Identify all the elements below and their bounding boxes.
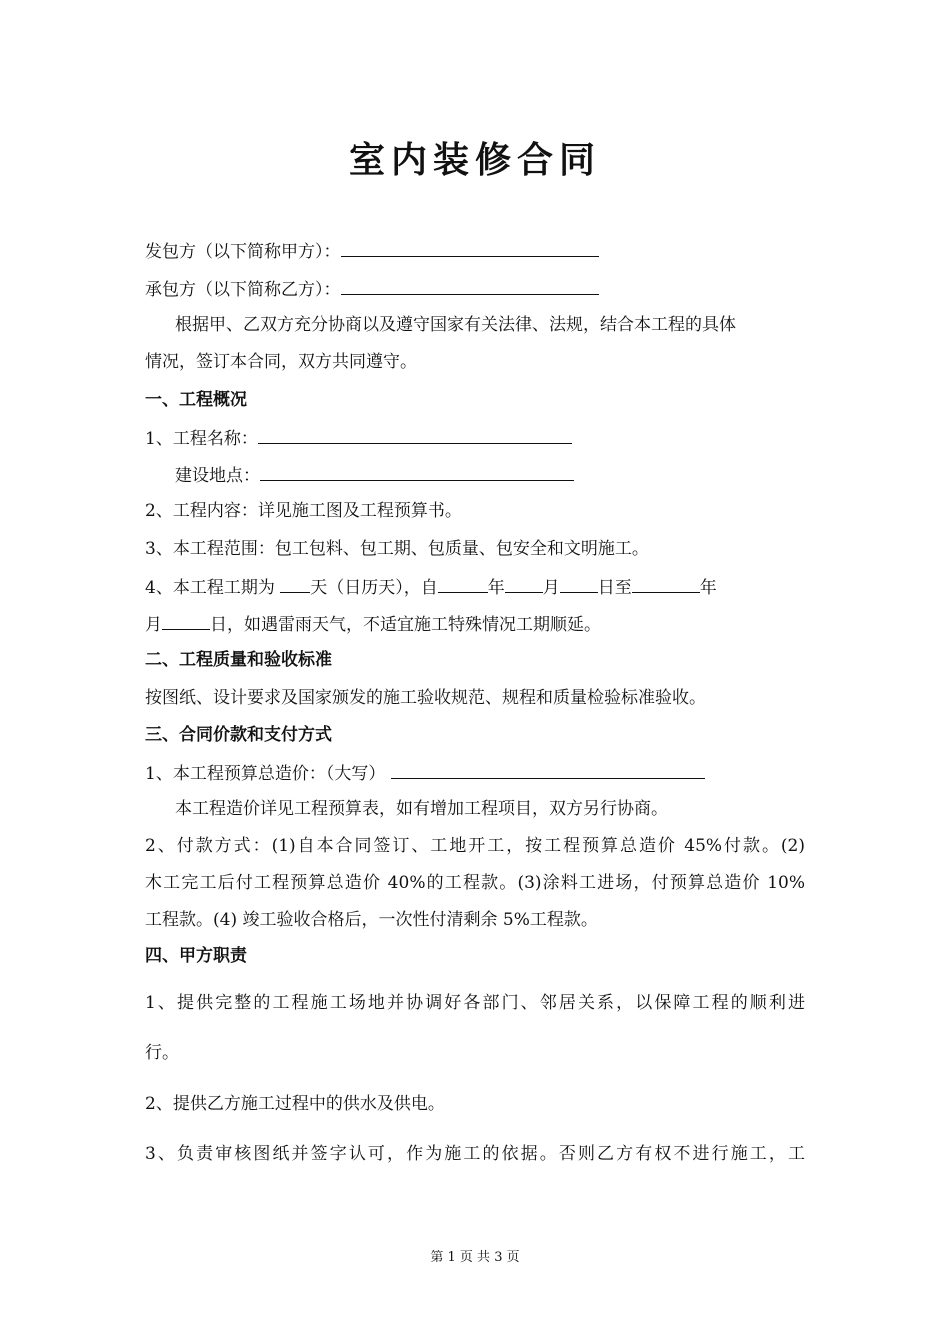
period-text-c: 年 (487, 578, 505, 598)
party-b-blank (341, 276, 599, 295)
party-a-label: 发包方（以下简称甲方）： (145, 242, 341, 262)
section-1-heading: 一、工程概况 (145, 390, 247, 410)
quality-standard-line: 按图纸、设计要求及国家颁发的施工验收规范、规程和质量检验标准验收。 (145, 688, 706, 708)
period-text-e: 日至 (597, 578, 632, 598)
project-content-line: 2、工程内容：详见施工图及工程预算书。 (145, 501, 462, 521)
page-footer: 第 1 页 共 3 页 (430, 1250, 520, 1265)
duty-2-line: 2、提供乙方施工过程中的供水及供电。 (145, 1094, 445, 1114)
project-scope-line: 3、本工程范围：包工包料、包工期、包质量、包安全和文明施工。 (145, 539, 649, 559)
period-text-h: 日，如遇雷雨天气，不适宜施工特殊情况工期顺延。 (210, 615, 601, 635)
duty-3-line: 3、负责审核图纸并签字认可，作为施工的依据。否则乙方有权不进行施工，工 (145, 1144, 805, 1164)
total-price-label: 1、本工程预算总造价：（大写） (145, 764, 386, 784)
project-name-line (145, 425, 572, 451)
payment-line-2: 木工完工后付工程预算总造价 40%的工程款。(3)涂料工进场，付预算总造价 10% (145, 873, 805, 893)
end-month-blank (162, 611, 210, 630)
start-month-blank (505, 574, 543, 593)
intro-line-2: 情况，签订本合同，双方共同遵守。 (145, 352, 417, 372)
price-note-line: 本工程造价详见工程预算表，如有增加工程项目，双方另行协商。 (175, 799, 668, 819)
project-period-line (145, 574, 717, 600)
period-text-d: 月 (542, 578, 560, 598)
party-b-line (145, 276, 599, 302)
document-title: 室内装修合同 (348, 139, 601, 181)
site-location-line (175, 462, 574, 488)
party-a-blank (341, 238, 599, 257)
site-location-blank (260, 462, 574, 481)
start-year-blank (438, 574, 488, 593)
project-period-line-2 (145, 611, 601, 637)
total-price-blank (391, 760, 705, 779)
end-year-blank (632, 574, 700, 593)
section-2-heading: 二、工程质量和验收标准 (145, 650, 332, 670)
period-days-blank (280, 574, 310, 593)
payment-line-3: 工程款。(4) 竣工验收合格后，一次性付清剩余 5%工程款。 (145, 910, 598, 930)
project-name-label: 1、工程名称： (145, 429, 258, 449)
start-day-blank (560, 574, 598, 593)
section-4-heading: 四、甲方职责 (145, 946, 247, 966)
period-text-a: 4、本工程工期为 (145, 578, 275, 598)
section-3-heading: 三、合同价款和支付方式 (145, 725, 332, 745)
period-text-f: 年 (699, 578, 717, 598)
period-text-b: 天（日历天），自 (310, 578, 438, 598)
site-location-label: 建设地点： (175, 466, 260, 486)
payment-line-1: 2、付款方式：(1)自本合同签订、工地开工，按工程预算总造价 45%付款。(2) (145, 836, 805, 856)
project-name-blank (258, 425, 572, 444)
intro-line-1: 根据甲、乙双方充分协商以及遵守国家有关法律、法规，结合本工程的具体 (175, 315, 736, 335)
period-text-g: 月 (145, 615, 162, 635)
total-price-line (145, 760, 705, 786)
duty-1-line-1: 1、提供完整的工程施工场地并协调好各部门、邻居关系，以保障工程的顺利进 (145, 993, 805, 1013)
duty-1-line-2: 行。 (145, 1043, 179, 1063)
party-b-label: 承包方（以下简称乙方）： (145, 280, 341, 300)
party-a-line (145, 238, 599, 264)
